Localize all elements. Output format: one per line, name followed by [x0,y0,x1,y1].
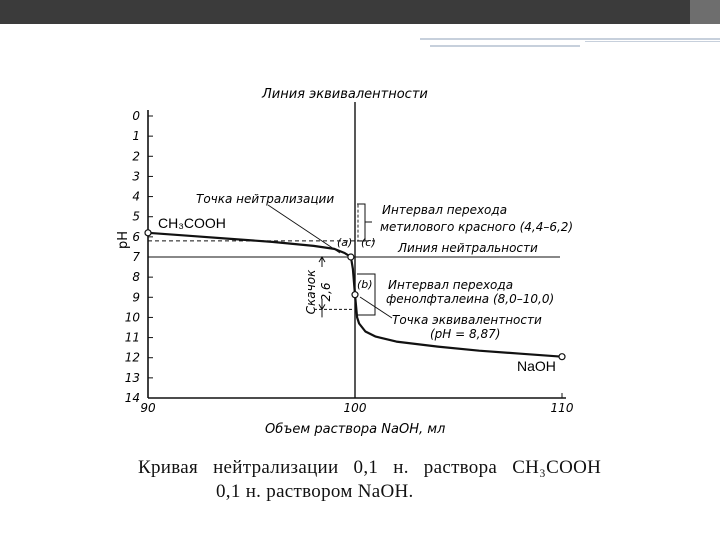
equivalence-point-label: Точка эквивалентности [392,313,542,327]
methyl-red-label-2: метилового красного (4,4–6,2) [380,220,574,234]
y-tick-label: 2 [132,149,140,164]
start-label: CH₃COOH [158,215,226,231]
neutralization-point [348,254,354,260]
y-tick-label: 4 [132,189,140,204]
neutrality-line-label: Линия нейтральности [398,241,538,255]
phenolphthalein-label-1: Интервал перехода [388,278,514,292]
y-tick-label: 3 [132,169,140,184]
equivalence-ph-label: (pH = 8,87) [430,327,501,341]
curve-start-point [145,230,151,236]
y-tick-label: 11 [124,330,140,345]
x-tick-label: 110 [550,401,574,415]
y-tick-label: 9 [132,290,140,305]
y-tick-label: 10 [124,310,140,325]
y-tick-label: 13 [124,370,140,385]
x-axis-label: Объем раствора NaOH, мл [265,422,446,437]
equivalence-point [352,292,358,298]
y-tick-label: 14 [124,391,140,405]
phenolphthalein-label-2: фенолфталеина (8,0–10,0) [386,292,555,306]
jump-value: 2,6 [319,282,333,302]
y-tick-label: 5 [132,209,140,224]
y-tick-label: 6 [132,229,140,244]
caption-line-1: Кривая нейтрализации 0,1 н. раствора CH₃COOH [138,457,602,478]
end-label: NaOH [517,358,556,374]
caption-line-2: 0,1 н. раствором NaOH. [216,481,414,502]
jump-label: Скачок [304,269,318,315]
y-axis-label: pH [116,230,131,250]
y-tick-label: 8 [132,270,140,285]
y-tick-label: 12 [124,350,140,365]
marker-a: (a) [337,236,353,249]
y-tick-label: 1 [132,129,140,144]
x-tick-label: 90 [140,401,156,415]
figure-caption [138,456,618,504]
neutralization-point-label: Точка нейтрализации [196,192,335,206]
curve-end-point [559,354,565,360]
x-tick-label: 100 [343,401,367,415]
marker-b: (b) [357,278,373,291]
methyl-red-label-1: Интервал перехода [382,203,508,217]
marker-c: (c) [361,236,376,249]
y-tick-label: 7 [132,250,140,264]
equivalence-line-label: Линия эквивалентности [262,87,428,102]
y-tick-label: 0 [132,109,140,123]
